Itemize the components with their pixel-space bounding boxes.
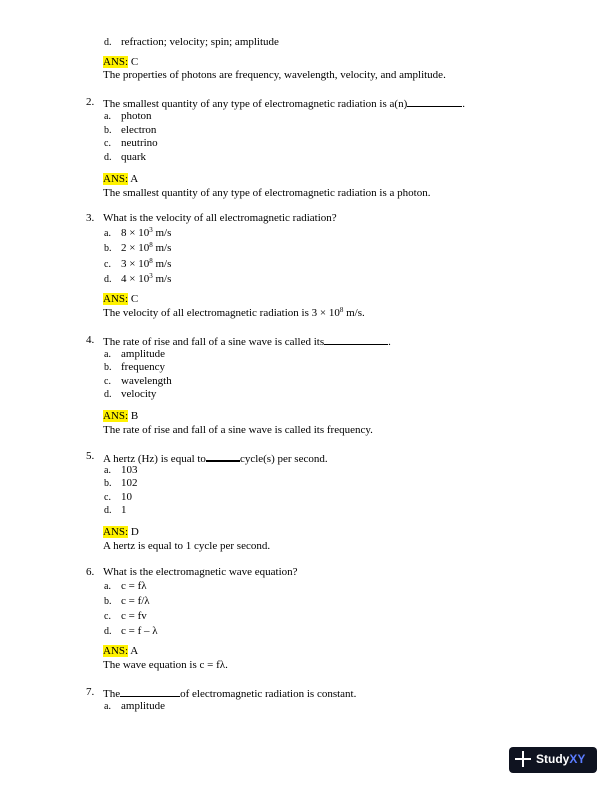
answer-blank xyxy=(206,450,240,462)
answer-blank xyxy=(324,334,388,345)
answer-explanation: A hertz is equal to 1 cycle per second. xyxy=(103,540,271,552)
stem-end: . xyxy=(388,336,391,348)
document-page: d. refraction; velocity; spin; amplitude ANS: C The properties of photons are frequency, wavelength, velocity, and amplitude. 2. The smallest quantity of any type of electromagnetic radiation is a(n) . a. photon b. electron c. neutrino d. quark ANS: A The smallest quantity of any type of electromagnetic radiation is a photon. 3. What is the velocity of all electromagnetic radiation? a. $8 \times 10^3$ m/s b. $2 \times 10^8$ m/s c. $3 \times 10^8$ m/s d. $4 \times 10^3$ m/s ANS: C The velocity of all electromagnetic radiation is $3 \times 10^8$ m/s. 4. The rate of rise and fall of a sine wave is called its . a. amplitude b. frequency c. wavelength d. velocity ANS: B The rate of rise and fall of a sine wave is called its frequency. 5. A hertz (Hz) is equal to cycle(s) per second. a. 103 b. 102 c. 10 d. 1 ANS: D A hertz is equal to 1 cycle per second. 6. What is the electromagnetic wave equation? a. c = fλ b. c = f/λ c. c = fv d. c = f – λ ANS: A The wave equation is c = fλ. 7. The of electromagnetic radiation is constant. a. amplitude StudyXY xyxy=(0,0,612,792)
stem-text: A hertz (Hz) is equal to xyxy=(103,453,206,465)
question-number: 7. xyxy=(86,686,95,698)
answer-value: B xyxy=(130,410,139,422)
answer-blank xyxy=(407,96,462,107)
stem-text: The rate of rise and fall of a sine wave is called its xyxy=(103,336,325,348)
answer-line xyxy=(103,526,139,540)
stem-end: of electromagnetic radiation is constant. xyxy=(180,688,357,700)
question-number: 6. xyxy=(86,566,95,578)
stem-text: The xyxy=(103,688,121,700)
option-text: refraction; velocity; spin; amplitude xyxy=(121,36,279,48)
question-number: 5. xyxy=(86,450,95,462)
answer-explanation: The smallest quantity of any type of electromagnetic radiation is a photon. xyxy=(103,187,431,199)
answer-line xyxy=(103,410,138,424)
answer-label: ANS: xyxy=(103,526,129,538)
answer-value: A xyxy=(130,645,139,657)
answer-value: D xyxy=(130,526,139,538)
answer-label: ANS: xyxy=(103,173,129,185)
stem-text: What is the electromagnetic wave equation? xyxy=(103,566,298,578)
stem-end: cycle(s) per second. xyxy=(239,453,328,465)
answer-label: ANS: xyxy=(103,645,129,657)
option-letter: d. xyxy=(104,37,112,48)
answer-line xyxy=(103,56,138,70)
answer-value: A xyxy=(130,173,139,185)
answer-value: C xyxy=(130,293,139,305)
logo-word: Study xyxy=(536,752,570,766)
stem-text: The smallest quantity of any type of electromagnetic radiation is a(n) xyxy=(103,98,408,110)
answer-label: ANS: xyxy=(103,410,129,422)
answer-explanation: The wave equation is c = fλ. xyxy=(103,659,228,671)
question-number: 3. xyxy=(86,212,95,224)
answer-value: C xyxy=(130,56,139,68)
answer-explanation: The velocity of all electromagnetic radiation is $3 \times 10^8$ m/s. xyxy=(103,306,365,319)
answer-line xyxy=(103,645,138,659)
stem-text: What is the velocity of all electromagnetic radiation? xyxy=(103,212,337,224)
answer-label: ANS: xyxy=(103,56,129,68)
question-number: 4. xyxy=(86,334,95,346)
answer-label: ANS: xyxy=(103,293,129,305)
stem-end: . xyxy=(462,98,465,110)
answer-explanation: The rate of rise and fall of a sine wave is called its frequency. xyxy=(103,424,373,436)
answer-blank xyxy=(120,686,180,697)
answer-line xyxy=(103,293,138,307)
answer-line xyxy=(103,173,138,187)
logo-accent: XY xyxy=(569,752,586,766)
plus-icon xyxy=(515,751,531,767)
studyxy-logo[interactable] xyxy=(509,747,597,773)
answer-explanation: The properties of photons are frequency, wavelength, velocity, and amplitude. xyxy=(103,69,446,81)
question-number: 2. xyxy=(86,96,95,108)
